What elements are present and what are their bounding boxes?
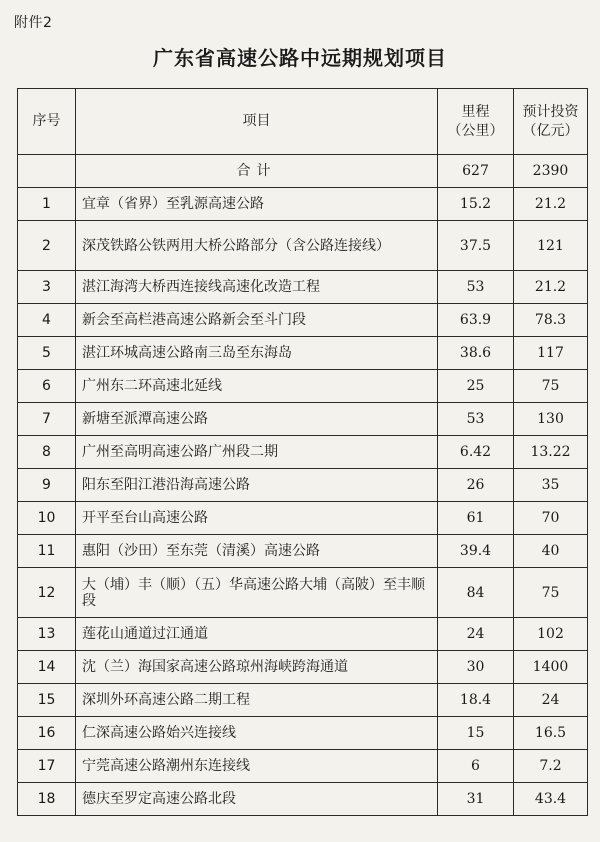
row-investment: 75	[514, 568, 588, 618]
row-project-name: 广州至高明高速公路广州段二期	[76, 436, 438, 469]
row-index: 12	[18, 568, 76, 618]
row-length: 25	[438, 370, 514, 403]
row-index: 10	[18, 502, 76, 535]
row-project-name: 湛江海湾大桥西连接线高速化改造工程	[76, 271, 438, 304]
table-row	[18, 684, 588, 717]
table-row	[18, 651, 588, 684]
row-investment: 35	[514, 469, 588, 502]
row-index: 14	[18, 651, 76, 684]
table-row	[18, 750, 588, 783]
row-investment: 43.4	[514, 783, 588, 816]
row-length: 61	[438, 502, 514, 535]
row-index: 8	[18, 436, 76, 469]
table-row	[18, 337, 588, 370]
row-investment: 78.3	[514, 304, 588, 337]
row-index: 6	[18, 370, 76, 403]
row-length: 53	[438, 403, 514, 436]
table-row	[18, 221, 588, 271]
row-length: 63.9	[438, 304, 514, 337]
table-row	[18, 783, 588, 816]
row-investment: 102	[514, 618, 588, 651]
row-investment: 24	[514, 684, 588, 717]
header-index: 序号	[18, 89, 76, 155]
row-length: 53	[438, 271, 514, 304]
row-index: 2	[18, 221, 76, 271]
row-index: 4	[18, 304, 76, 337]
row-project-name: 开平至台山高速公路	[76, 502, 438, 535]
row-index: 15	[18, 684, 76, 717]
row-project-name: 新塘至派潭高速公路	[76, 403, 438, 436]
header-length-line2: （公里）	[447, 122, 504, 139]
row-length: 24	[438, 618, 514, 651]
total-label: 合计	[76, 155, 438, 188]
row-index: 7	[18, 403, 76, 436]
row-project-name: 阳东至阳江港沿海高速公路	[76, 469, 438, 502]
row-length: 18.4	[438, 684, 514, 717]
row-investment: 1400	[514, 651, 588, 684]
row-project-name: 广州东二环高速北延线	[76, 370, 438, 403]
row-investment: 16.5	[514, 717, 588, 750]
attachment-label: 附件2	[14, 15, 53, 31]
table-row	[18, 618, 588, 651]
row-length: 37.5	[438, 221, 514, 271]
row-project-name: 新会至高栏港高速公路新会至斗门段	[76, 304, 438, 337]
table-row	[18, 403, 588, 436]
row-project-name: 大（埔）丰（顺）（五）华高速公路大埔（高陂）至丰顺段	[76, 568, 438, 618]
header-length-line1: 里程	[461, 103, 490, 120]
row-length: 15	[438, 717, 514, 750]
total-index	[18, 155, 76, 188]
row-project-name: 深圳外环高速公路二期工程	[76, 684, 438, 717]
row-index: 9	[18, 469, 76, 502]
row-length: 6.42	[438, 436, 514, 469]
table-row	[18, 188, 588, 221]
document-title: 广东省高速公路中远期规划项目	[153, 46, 447, 70]
row-project-name: 宁莞高速公路潮州东连接线	[76, 750, 438, 783]
row-project-name: 湛江环城高速公路南三岛至东海岛	[76, 337, 438, 370]
row-index: 1	[18, 188, 76, 221]
row-length: 31	[438, 783, 514, 816]
row-investment: 117	[514, 337, 588, 370]
row-investment: 7.2	[514, 750, 588, 783]
table-row	[18, 502, 588, 535]
table-row	[18, 568, 588, 618]
row-project-name: 德庆至罗定高速公路北段	[76, 783, 438, 816]
header-project: 项目	[76, 89, 438, 155]
row-project-name: 仁深高速公路始兴连接线	[76, 717, 438, 750]
projects-table	[17, 88, 588, 816]
row-length: 39.4	[438, 535, 514, 568]
header-investment-line2: （亿元）	[522, 122, 579, 139]
row-length: 84	[438, 568, 514, 618]
row-length: 38.6	[438, 337, 514, 370]
row-index: 11	[18, 535, 76, 568]
row-project-name: 莲花山通道过江通道	[76, 618, 438, 651]
row-investment: 13.22	[514, 436, 588, 469]
row-project-name: 沈（兰）海国家高速公路琼州海峡跨海通道	[76, 651, 438, 684]
row-investment: 75	[514, 370, 588, 403]
table-row	[18, 535, 588, 568]
total-row	[18, 155, 588, 188]
header-length	[438, 89, 514, 155]
table-row	[18, 271, 588, 304]
row-length: 30	[438, 651, 514, 684]
row-project-name: 深茂铁路公铁两用大桥公路部分（含公路连接线）	[76, 221, 438, 271]
row-project-name: 惠阳（沙田）至东莞（清溪）高速公路	[76, 535, 438, 568]
row-investment: 21.2	[514, 271, 588, 304]
total-investment: 2390	[514, 155, 588, 188]
row-investment: 40	[514, 535, 588, 568]
table-row	[18, 370, 588, 403]
table-row	[18, 436, 588, 469]
row-investment: 70	[514, 502, 588, 535]
row-length: 26	[438, 469, 514, 502]
row-project-name: 宜章（省界）至乳源高速公路	[76, 188, 438, 221]
total-length: 627	[438, 155, 514, 188]
header-investment-line1: 预计投资	[522, 103, 579, 120]
row-index: 3	[18, 271, 76, 304]
row-length: 15.2	[438, 188, 514, 221]
row-index: 17	[18, 750, 76, 783]
row-length: 6	[438, 750, 514, 783]
row-investment: 121	[514, 221, 588, 271]
row-investment: 21.2	[514, 188, 588, 221]
table-row	[18, 304, 588, 337]
header-investment	[514, 89, 588, 155]
row-index: 5	[18, 337, 76, 370]
row-index: 18	[18, 783, 76, 816]
row-index: 13	[18, 618, 76, 651]
row-investment: 130	[514, 403, 588, 436]
row-index: 16	[18, 717, 76, 750]
header-row	[18, 89, 588, 155]
table-row	[18, 469, 588, 502]
table-row	[18, 717, 588, 750]
